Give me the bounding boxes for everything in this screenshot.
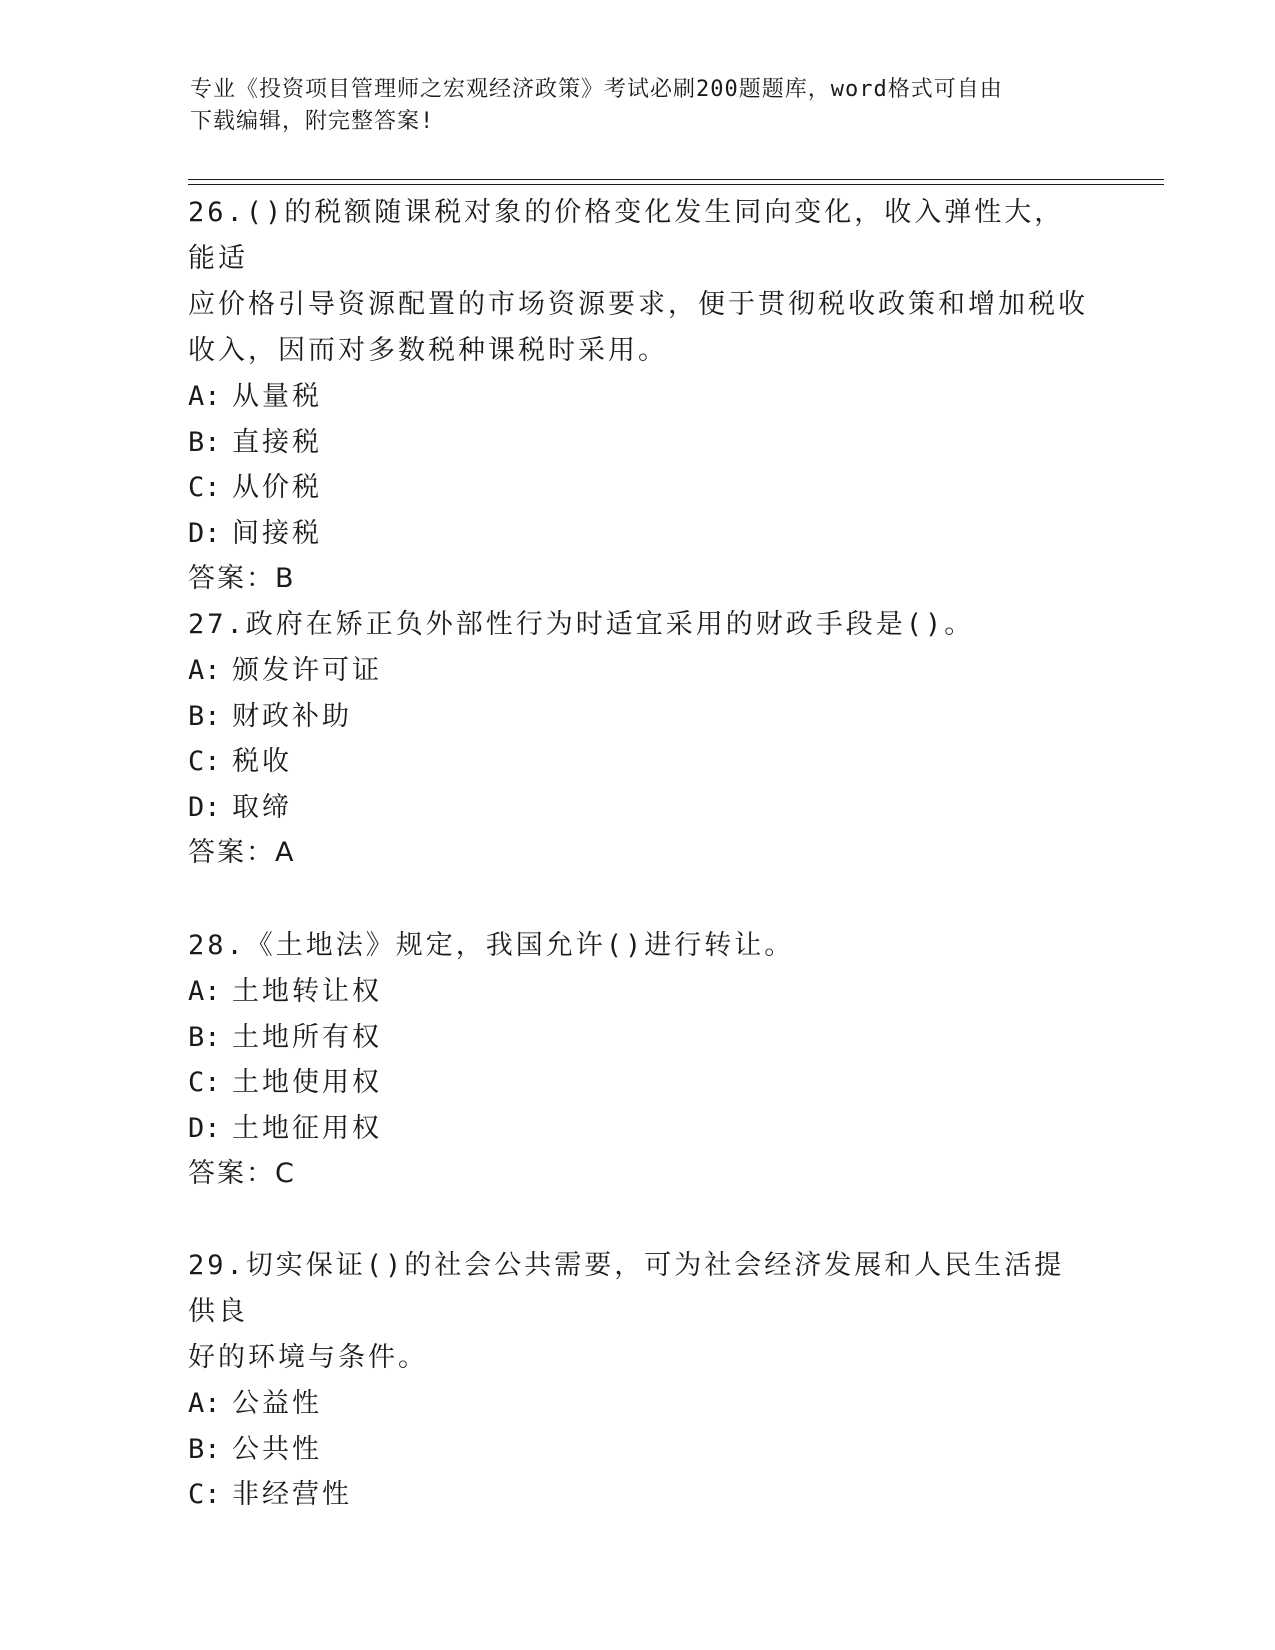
option-a <box>188 969 1088 1015</box>
option-text: 间接税 <box>232 517 322 549</box>
option-a <box>188 648 1088 694</box>
option-key: A: <box>188 976 221 1007</box>
question-27 <box>188 602 1088 876</box>
header-line-2: 下载编辑，附完整答案! <box>190 109 435 134</box>
header-divider-bottom <box>188 184 1164 185</box>
option-d <box>188 511 1088 557</box>
option-text: 税收 <box>232 746 292 777</box>
option-key: D: <box>188 791 221 823</box>
option-text: 公益性 <box>232 1388 322 1419</box>
option-text: 从量税 <box>232 381 322 412</box>
option-text: 取缔 <box>232 791 292 823</box>
option-text: 土地转让权 <box>232 976 382 1007</box>
option-text: 公共性 <box>232 1433 322 1465</box>
option-key: D: <box>188 517 221 549</box>
option-text: 土地使用权 <box>232 1067 382 1098</box>
option-d <box>188 785 1088 831</box>
option-key: A: <box>188 655 221 686</box>
option-text: 非经营性 <box>232 1479 352 1510</box>
option-text: 土地所有权 <box>232 1021 382 1053</box>
option-c <box>188 1472 1088 1518</box>
option-d <box>188 1106 1088 1152</box>
option-a <box>188 1381 1088 1427</box>
option-key: A: <box>188 381 221 412</box>
option-key: C: <box>188 1067 221 1098</box>
answer-line: 答案：A <box>188 837 296 868</box>
header-line-1: 专业《投资项目管理师之宏观经济政策》考试必刷200题题库，word格式可自由 <box>190 77 1003 102</box>
option-b <box>188 420 1088 466</box>
option-key: C: <box>188 746 221 777</box>
option-key: B: <box>188 1021 221 1053</box>
option-key: B: <box>188 426 221 458</box>
option-c <box>188 739 1088 785</box>
option-text: 颁发许可证 <box>232 655 382 686</box>
question-stem-line: 28.《土地法》规定，我国允许()进行转让。 <box>188 930 795 961</box>
option-key: B: <box>188 700 221 732</box>
option-text: 土地征用权 <box>232 1112 382 1144</box>
option-key: B: <box>188 1433 221 1465</box>
option-key: A: <box>188 1388 221 1419</box>
document-header <box>190 74 1090 138</box>
header-divider-top <box>188 179 1164 180</box>
question-stem-line: 29.切实保证()的社会公共需要，可为社会经济发展和人民生活提供良 <box>188 1250 1065 1327</box>
question-28 <box>188 923 1088 1197</box>
question-26 <box>188 190 1088 602</box>
question-stem-line: 26.()的税额随课税对象的价格变化发生同向变化，收入弹性大，能适 <box>188 197 1065 274</box>
option-b <box>188 694 1088 740</box>
option-b <box>188 1015 1088 1061</box>
question-stem-line: 好的环境与条件。 <box>188 1342 428 1373</box>
option-text: 直接税 <box>232 426 322 458</box>
question-stem-line: 27.政府在矫正负外部性行为时适宜采用的财政手段是()。 <box>188 609 975 640</box>
option-a <box>188 374 1088 420</box>
option-text: 从价税 <box>232 472 322 503</box>
option-key: D: <box>188 1112 221 1144</box>
option-c <box>188 465 1088 511</box>
question-stem-line: 收入，因而对多数税种课税时采用。 <box>188 335 668 366</box>
option-text: 财政补助 <box>232 700 352 732</box>
option-c <box>188 1060 1088 1106</box>
question-29 <box>188 1243 1088 1518</box>
option-key: C: <box>188 472 221 503</box>
option-b <box>188 1427 1088 1473</box>
question-stem-line: 应价格引导资源配置的市场资源要求，便于贯彻税收政策和增加税收 <box>188 289 1088 320</box>
answer-line: 答案：B <box>188 563 296 594</box>
answer-line: 答案：C <box>188 1158 296 1189</box>
option-key: C: <box>188 1479 221 1510</box>
